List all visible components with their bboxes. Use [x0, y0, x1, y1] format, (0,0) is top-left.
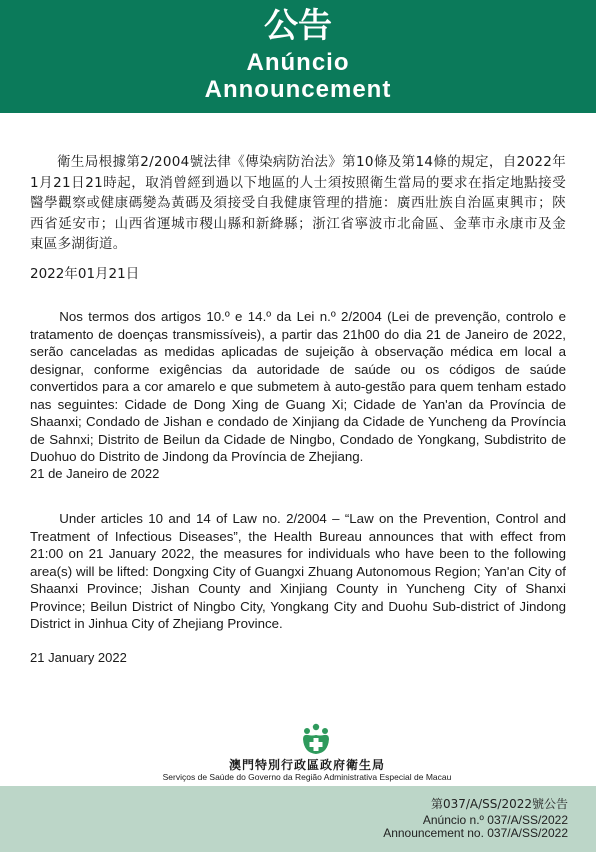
title-pt: Anúncio	[246, 49, 350, 76]
health-bureau-logo-icon	[300, 723, 332, 755]
announcement-date-zh: 2022年01月21日	[30, 266, 140, 282]
reference-number-zh: 第037/A/SS/2022號公告	[430, 797, 568, 811]
title-zh: 公告	[264, 6, 332, 46]
title-en: Announcement	[204, 76, 392, 103]
announcement-date-pt: 21 de Janeiro de 2022	[30, 466, 160, 481]
reference-number-en: Announcement no. 037/A/SS/2022	[383, 826, 568, 840]
announcement-text-pt: Nos termos dos artigos 10.º e 14.º da Lei n.º 2/2004 (Lei de prevenção, controlo e tratamento de doenças transmissíveis), a partir das 21h00 do dia 21 de Janeiro de 2022, serão canceladas as medidas aplicadas de sujeição à observação médica em local a designar, conforme exigências da autoridade de saúde ou os códigos de saúde convertidos para a cor amarelo e que submetem à auto-gestão para quem tenham estado nas seguintes: Cidade de Dong Xing de Guang Xi; Cidade de Yan'an da Província de Shaanxi; Condado de Jishan e condado de Xinjiang da Cidade de Yuncheng da Província de Sahnxi; Distrito de Beilun da Cidade de Ningbo, Condado de Yongkang, Subdistrito de Duohuo do Distrito de Jindong da Província de Zhejiang.	[30, 309, 566, 464]
header-banner	[0, 0, 596, 113]
announcement-text-zh: 衛生局根據第2/2004號法律《傳染病防治法》第10條及第14條的規定，自2022年1月21日21時起，取消曾經到過以下地區的人士須按照衛生當局的要求在指定地點接受醫學觀察或健康碼變為黃碼及須接受自我健康管理的措施：廣西壯族自治區東興市；陝西省延安市；山西省運城市稷山縣和新絳縣；浙江省寧波市北侖區、金華市永康市及金東區多湖街道。	[30, 154, 566, 252]
organization-name-pt: Serviços de Saúde do Governo da Região Administrativa Especial de Macau	[162, 772, 452, 782]
announcement-date-en: 21 January 2022	[30, 650, 127, 665]
announcement-text-en: Under articles 10 and 14 of Law no. 2/2004 – “Law on the Prevention, Control and Treatment of Infectious Diseases”, the Health Bureau announces that with effect from 21:00 on 21 January 2022, the measures for individuals who have been to the following area(s) will be lifted: Dongxing City of Guangxi Zhuang Autonomous Region; Yan'an City of Shaanxi Province; Jishan County and Xinjiang County in Yuncheng City of Shanxi Province; Beilun District of Ningbo City, Yongkang City and Duohu Sub-district of Jindong District in Jinhua City of Zhejiang Province.	[30, 511, 566, 631]
organization-name-zh: 澳門特別行政區政府衛生局	[228, 758, 385, 772]
reference-number-pt: Anúncio n.º 037/A/SS/2022	[422, 813, 568, 827]
